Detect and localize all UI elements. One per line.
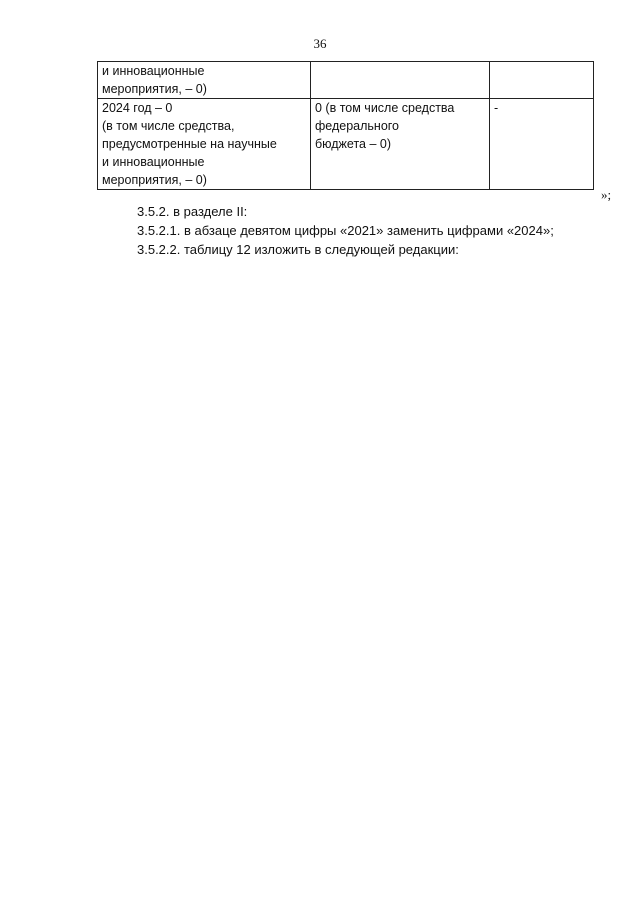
cell-text: -: [494, 101, 499, 115]
table-cell-period: [98, 99, 311, 190]
cell-text: мероприятия, – 0): [102, 173, 207, 187]
cell-text: 0 (в том числе средства: [315, 101, 455, 115]
cell-text: мероприятия, – 0): [102, 82, 207, 96]
table-cell-funding: [311, 99, 490, 190]
cell-text: и инновационные: [102, 64, 205, 78]
table-cell-period: [98, 62, 311, 99]
funding-table: [97, 61, 594, 190]
table-cell-other: [490, 62, 594, 99]
cell-text: и инновационные: [102, 155, 205, 169]
cell-text: предусмотренные на научные: [102, 137, 277, 151]
table-row: [98, 99, 594, 190]
table-row: [98, 62, 594, 99]
table-cell-other: [490, 99, 594, 190]
paragraph: 3.5.2.2. таблицу 12 изложить в следующей редакции:: [137, 242, 459, 257]
paragraph: 3.5.2.1. в абзаце девятом цифры «2021» заменить цифрами «2024»;: [137, 223, 554, 238]
cell-text: бюджета – 0): [315, 137, 392, 151]
paragraph: 3.5.2. в разделе II:: [137, 204, 248, 219]
page-number: 36: [313, 36, 327, 51]
cell-text: 2024 год – 0: [102, 101, 173, 115]
table-cell-funding: [311, 62, 490, 99]
cell-text: (в том числе средства,: [102, 119, 235, 133]
cell-text: федерального: [315, 119, 400, 133]
closing-quote: »;: [601, 187, 612, 202]
